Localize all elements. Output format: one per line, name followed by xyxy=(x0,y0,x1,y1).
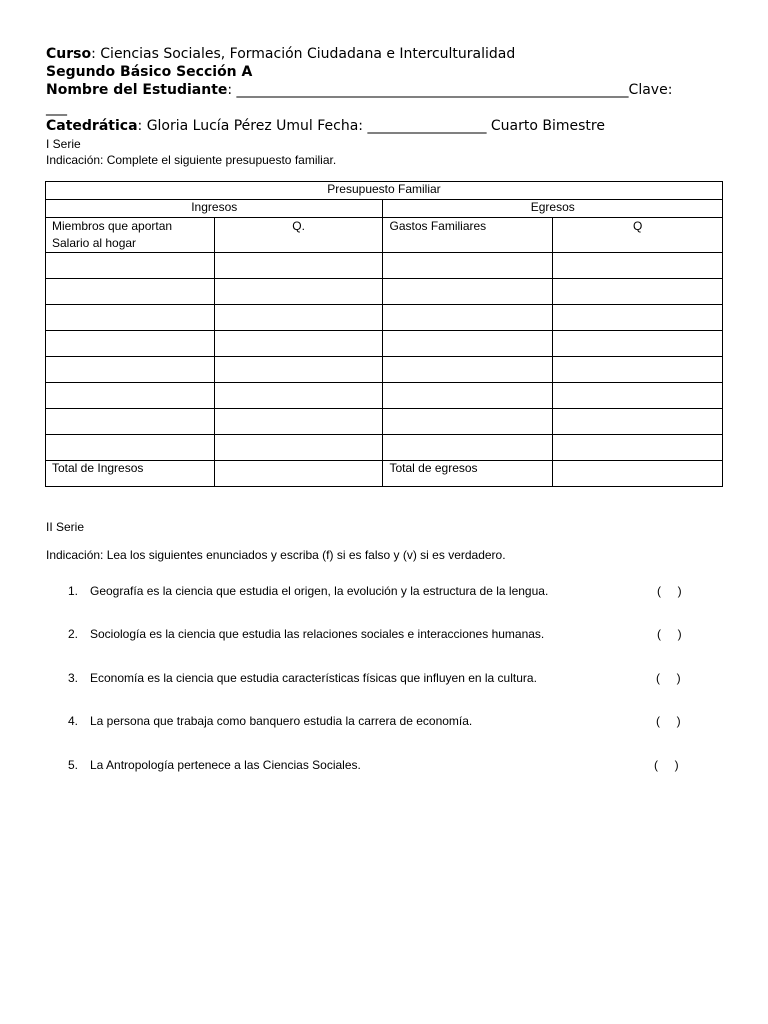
ingresos-header: Ingresos xyxy=(46,200,383,218)
question-text: Geografía es la ciencia que estudia el origen, la evolución y la estructura de la lengua. xyxy=(90,584,549,598)
table-row xyxy=(46,357,723,383)
question-text: Sociología es la ciencia que estudia las relaciones sociales e interacciones humanas. xyxy=(90,627,545,641)
question-text: Economía es la ciencia que estudia características físicas que influyen en la cultura. xyxy=(90,671,537,685)
budget-title: Presupuesto Familiar xyxy=(46,182,723,200)
question-item xyxy=(68,671,537,685)
blank-cell[interactable] xyxy=(383,357,553,383)
question-number: 4. xyxy=(68,714,79,728)
blank-cell[interactable] xyxy=(214,383,383,409)
blank-cell[interactable] xyxy=(214,279,383,305)
blank-cell[interactable] xyxy=(46,409,215,435)
catedratica-label: Catedrática xyxy=(46,118,138,134)
table-row xyxy=(46,409,723,435)
blank-cell[interactable] xyxy=(46,253,215,279)
nombre-value: : ________________________________________________________Clave: xyxy=(227,82,673,98)
question-number: 3. xyxy=(68,671,79,685)
col-q-egresos-header: Q xyxy=(553,218,723,253)
answer-blank[interactable]: ( ) xyxy=(654,758,679,772)
col-gastos-header: Gastos Familiares xyxy=(383,218,553,253)
catedratica-value: : Gloria Lucía Pérez Umul Fecha: _________________ Cuarto Bimestre xyxy=(137,118,605,134)
blank-cell[interactable] xyxy=(383,305,553,331)
nombre-line xyxy=(46,81,672,99)
blank-cell[interactable] xyxy=(46,331,215,357)
blank-cell[interactable] xyxy=(214,435,383,461)
totals-row xyxy=(46,461,723,487)
question-number: 2. xyxy=(68,627,79,641)
blank-cell[interactable] xyxy=(46,279,215,305)
clave-blank: ___ xyxy=(46,100,67,116)
clave-line xyxy=(46,99,67,117)
blank-cell[interactable] xyxy=(46,357,215,383)
question-item xyxy=(68,627,544,641)
col-q-ingresos-header: Q. xyxy=(214,218,383,253)
blank-cell[interactable] xyxy=(214,357,383,383)
col-miembros-line1: Miembros que aportan xyxy=(52,219,173,233)
col-miembros-line2: Salario al hogar xyxy=(52,236,137,250)
blank-cell[interactable] xyxy=(553,435,723,461)
blank-cell[interactable] xyxy=(46,435,215,461)
curso-value: : Ciencias Sociales, Formación Ciudadana e Interculturalidad xyxy=(91,46,516,62)
total-egresos-cell[interactable] xyxy=(553,461,723,487)
serie2-indicacion: Indicación: Lea los siguientes enunciados y escriba (f) si es falso y (v) si es verdadero. xyxy=(46,548,506,562)
nombre-label: Nombre del Estudiante xyxy=(46,82,228,98)
blank-cell[interactable] xyxy=(553,409,723,435)
table-row xyxy=(46,435,723,461)
blank-cell[interactable] xyxy=(553,305,723,331)
col-miembros-header xyxy=(46,218,215,253)
blank-cell[interactable] xyxy=(383,435,553,461)
blank-cell[interactable] xyxy=(383,279,553,305)
answer-blank[interactable]: ( ) xyxy=(657,627,682,641)
blank-cell[interactable] xyxy=(214,253,383,279)
blank-cell[interactable] xyxy=(383,253,553,279)
blank-cell[interactable] xyxy=(553,357,723,383)
blank-cell[interactable] xyxy=(553,383,723,409)
answer-blank[interactable]: ( ) xyxy=(656,714,681,728)
curso-line xyxy=(46,45,515,63)
blank-cell[interactable] xyxy=(214,331,383,357)
question-text: La Antropología pertenece a las Ciencias Sociales. xyxy=(90,758,361,772)
total-ingresos-cell[interactable] xyxy=(214,461,383,487)
table-row xyxy=(46,305,723,331)
blank-cell[interactable] xyxy=(46,383,215,409)
egresos-header: Egresos xyxy=(383,200,723,218)
budget-table xyxy=(45,181,723,487)
blank-cell[interactable] xyxy=(214,305,383,331)
blank-cell[interactable] xyxy=(383,331,553,357)
table-row xyxy=(46,279,723,305)
table-row xyxy=(46,383,723,409)
question-item xyxy=(68,758,361,772)
blank-cell[interactable] xyxy=(214,409,383,435)
answer-blank[interactable]: ( ) xyxy=(656,671,681,685)
question-text: La persona que trabaja como banquero estudia la carrera de economía. xyxy=(90,714,473,728)
grado-line xyxy=(46,63,252,81)
grado-text: Segundo Básico Sección A xyxy=(46,64,253,80)
blank-cell[interactable] xyxy=(383,383,553,409)
catedratica-line xyxy=(46,117,605,135)
blank-cell[interactable] xyxy=(553,279,723,305)
total-ingresos-label: Total de Ingresos xyxy=(46,461,215,487)
total-egresos-label: Total de egresos xyxy=(383,461,553,487)
question-number: 1. xyxy=(68,584,79,598)
blank-cell[interactable] xyxy=(553,331,723,357)
blank-cell[interactable] xyxy=(46,305,215,331)
table-row xyxy=(46,331,723,357)
blank-cell[interactable] xyxy=(553,253,723,279)
table-row xyxy=(46,253,723,279)
question-item xyxy=(68,714,472,728)
question-number: 5. xyxy=(68,758,79,772)
question-item xyxy=(68,584,548,598)
serie1-indicacion: Indicación: Complete el siguiente presupuesto familiar. xyxy=(46,153,337,167)
serie1-title: I Serie xyxy=(46,137,81,151)
answer-blank[interactable]: ( ) xyxy=(657,584,682,598)
blank-cell[interactable] xyxy=(383,409,553,435)
serie2-title: II Serie xyxy=(46,520,85,534)
curso-label: Curso xyxy=(46,46,92,62)
